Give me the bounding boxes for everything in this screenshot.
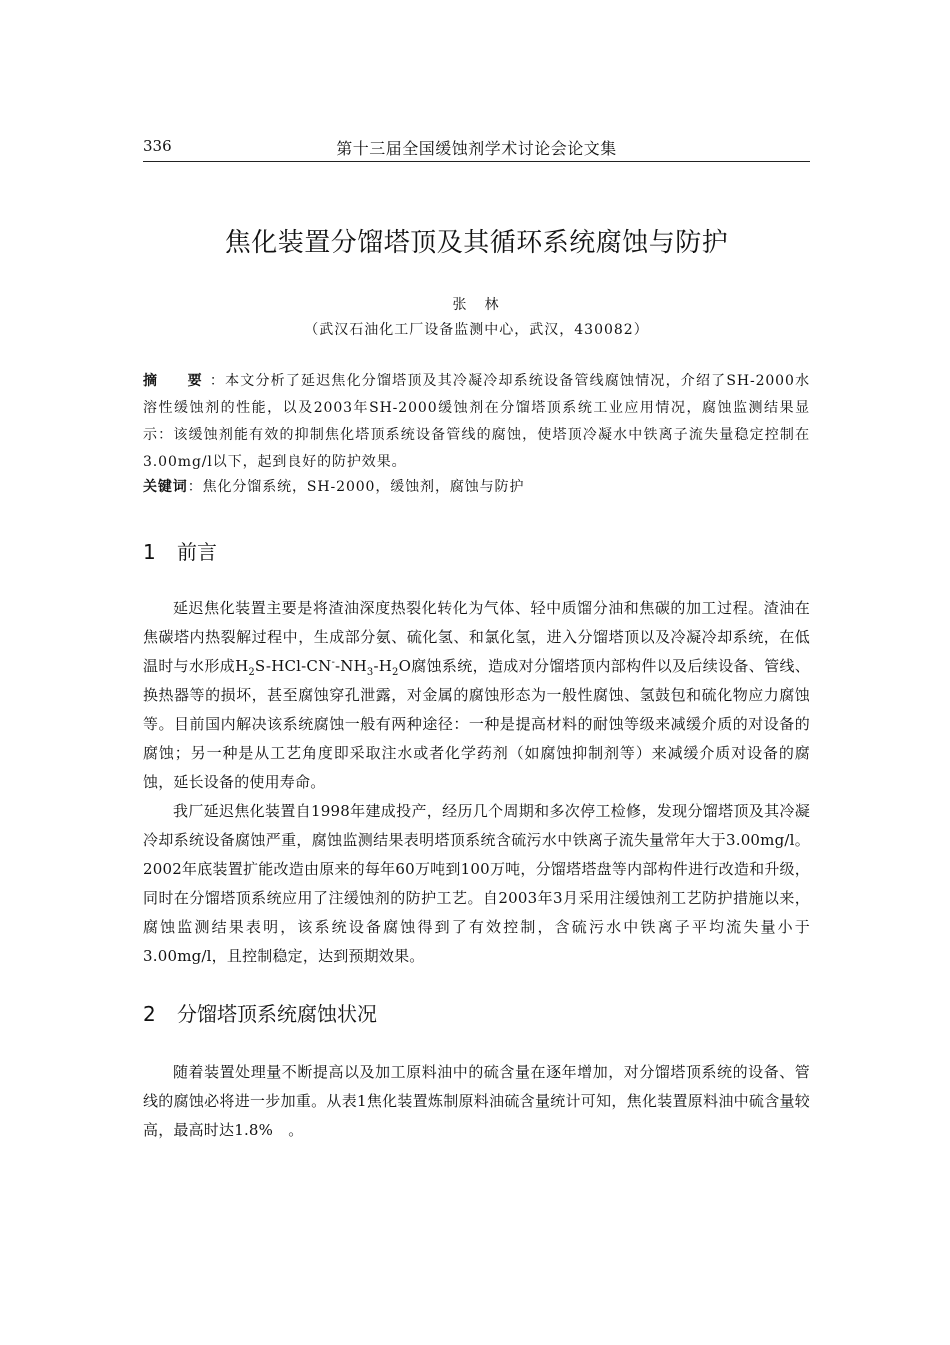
- keywords: [143, 476, 810, 496]
- section-heading-2: [143, 998, 377, 1027]
- paragraph: 我厂延迟焦化装置自1998年建成投产，经历几个周期和多次停工检修，发现分馏塔顶及其冷凝冷却系统设备腐蚀严重，腐蚀监测结果表明塔顶系统含硫污水中铁离子流失量常年大于3.00mg/l。2002年底装置扩能改造由原来的每年60万吨到100万吨，分馏塔塔盘等内部构件进行改造和升级，同时在分馏塔顶系统应用了注缓蚀剂的防护工艺。自2003年3月采用注缓蚀剂工艺防护措施以来，腐蚀监测结果表明，该系统设备腐蚀得到了有效控制，含硫污水中铁离子平均流失量小于3.00mg/l，且控制稳定，达到预期效果。: [143, 802, 810, 965]
- chemical-formula: $H_2S-HCl-CN^--NH_3-H_2O$: [235, 657, 412, 678]
- keywords-text: ：焦化分馏系统，SH-2000，缓蚀剂，腐蚀与防护: [187, 479, 525, 495]
- abstract-text: ：本文分析了延迟焦化分馏塔顶及其冷凝冷却系统设备管线腐蚀情况，介绍了SH-2000水溶性缓蚀剂的性能，以及2003年SH-2000缓蚀剂在分馏塔顶系统工业应用情况，腐蚀监测结果显示：该缓蚀剂能有效的抑制焦化塔顶系统设备管线的腐蚀，使塔顶冷凝水中铁离子流失量稳定控制在3.00mg/l以下，起到良好的防护效果。: [143, 373, 810, 470]
- section-number: 1: [143, 540, 156, 564]
- keywords-label: 关键词: [143, 479, 188, 495]
- section-title: 前言: [177, 540, 217, 564]
- paragraph-text: 腐蚀系统，造成对分馏塔顶内部构件以及后续设备、管线、换热器等的损坏，甚至腐蚀穿孔泄露，对金属的腐蚀形态为一般性腐蚀、氢鼓包和硫化物应力腐蚀等。目前国内解决该系统腐蚀一般有两种途径：一种是提高材料的耐蚀等级来减缓介质的对设备的腐蚀；另一种是从工艺角度即采取注水或者化学药剂（如腐蚀抑制剂等）来减缓介质对设备的腐蚀，延长设备的使用寿命。: [143, 657, 811, 791]
- paragraph: [143, 594, 810, 797]
- section-2-body: [143, 1058, 810, 1145]
- paragraph-text: 延迟焦化装置主要是将渣油深度热裂化转化为气体、轻中质馏分油和焦碳的加工过程。渣油在焦碳塔内热裂解过程中，生成部分氨、硫化氢、和氯化氢，进入分馏塔顶以及冷凝冷却系统，在低温时与水形成: [143, 599, 810, 675]
- abstract: [143, 368, 810, 476]
- abstract-label: 摘 要: [143, 373, 210, 389]
- section-number: 2: [143, 1002, 156, 1026]
- section-title: 分馏塔顶系统腐蚀状况: [177, 1002, 377, 1026]
- page-number: 336: [143, 137, 172, 155]
- running-header: [143, 135, 810, 162]
- section-1-body: [143, 594, 810, 971]
- running-title: 第十三届全国缓蚀剂学术讨论会论文集: [336, 139, 617, 158]
- author: 张 林: [452, 297, 501, 313]
- article-title: 焦化装置分馏塔顶及其循环系统腐蚀与防护: [224, 228, 729, 258]
- section-heading-1: [143, 536, 217, 565]
- affiliation: （武汉石油化工厂设备监测中心，武汉，430082）: [304, 322, 649, 338]
- paragraph: 随着装置处理量不断提高以及加工原料油中的硫含量在逐年增加，对分馏塔顶系统的设备、管线的腐蚀必将进一步加重。从表1焦化装置炼制原料油硫含量统计可知，焦化装置原料油中硫含量较高，最高时达1.8% 。: [143, 1063, 810, 1139]
